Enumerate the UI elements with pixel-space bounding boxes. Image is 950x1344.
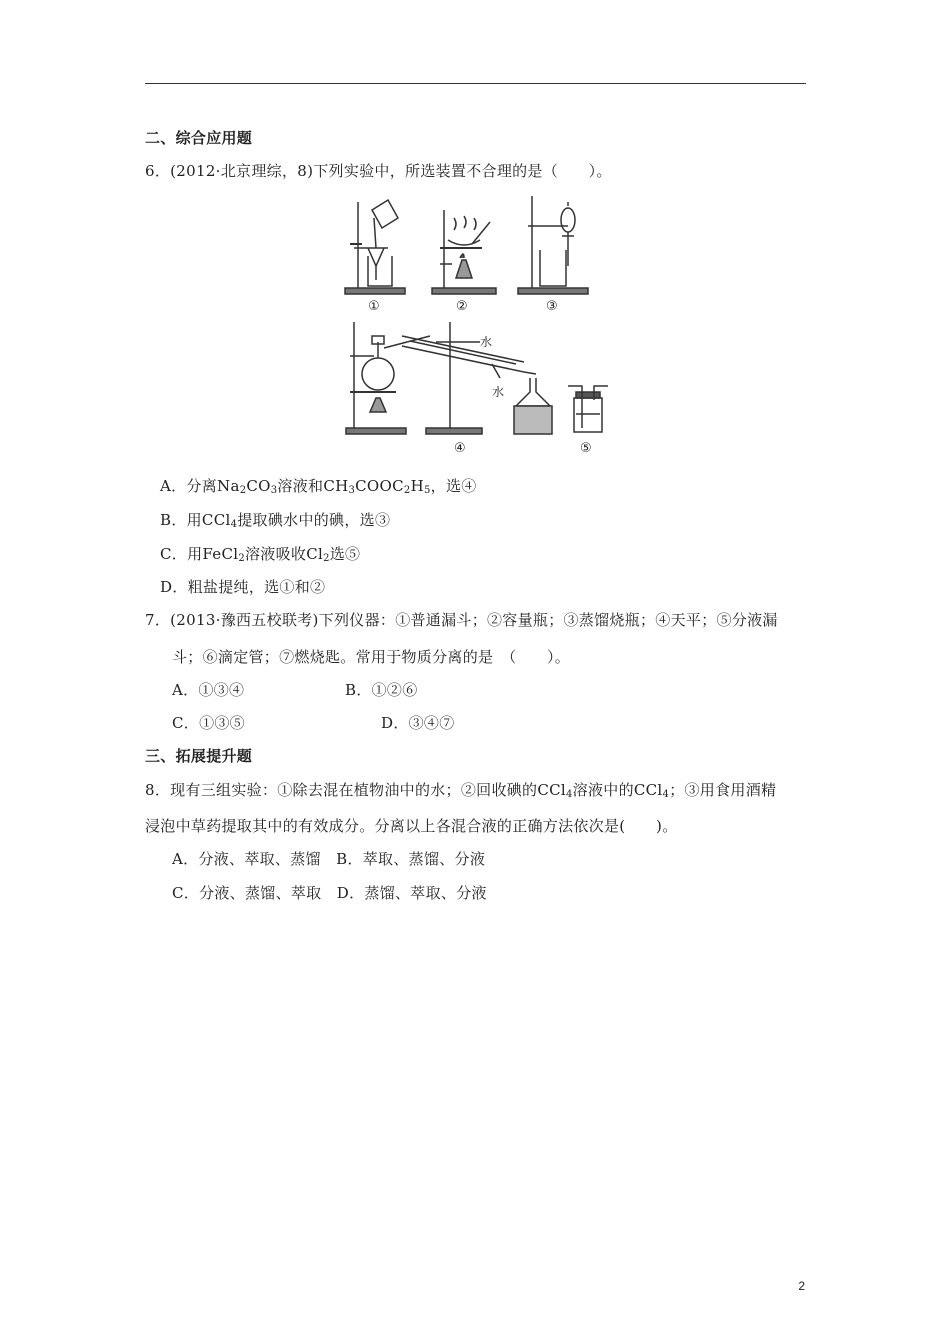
question-6-stem: 6．(2012·北京理综，8)下列实验中，所选装置不合理的是（ ）。	[145, 162, 612, 180]
figure-label-2: ②	[456, 299, 468, 314]
q8-options-ab: A．分液、萃取、蒸馏 B．萃取、蒸馏、分液	[172, 850, 486, 868]
figure-label-1: ①	[368, 299, 380, 314]
apparatus-4-distillation	[346, 322, 552, 434]
section-2-title: 二、综合应用题	[145, 129, 253, 147]
q6-option-a: A．分离$Na_2CO_3$溶液和$CH_3COOC_2H_5$，选④	[160, 477, 477, 496]
question-8-line-2: 浸泡中草药提取其中的有效成分。分离以上各混合液的正确方法依次是( )。	[145, 817, 678, 835]
apparatus-5-gas-bottle	[568, 386, 608, 432]
q6-option-d: D．粗盐提纯，选①和②	[160, 578, 326, 596]
figure-label-4: ④	[454, 441, 466, 456]
apparatus-figure	[340, 192, 630, 456]
figure-label-3: ③	[546, 299, 558, 314]
apparatus-3-separatory-funnel	[518, 196, 588, 294]
apparatus-2-evaporation	[432, 210, 496, 294]
q7-option-c: C．①③⑤	[172, 714, 245, 732]
question-7-line-2: 斗；⑥滴定管；⑦燃烧匙。常用于物质分离的是 （ ）。	[172, 648, 571, 666]
q7-option-a: A．①③④	[172, 681, 245, 699]
q7-option-d: D．③④⑦	[381, 714, 455, 732]
section-3-title: 三、拓展提升题	[145, 747, 253, 765]
question-7-line-1: 7．(2013·豫西五校联考)下列仪器：①普通漏斗；②容量瓶；③蒸馏烧瓶；④天平；⑤分液漏	[145, 611, 778, 629]
q6-option-c: C．用FeCl$_2$溶液吸收$Cl_2$选⑤	[160, 545, 361, 564]
water-in-label: 水	[480, 335, 493, 349]
figure-label-5: ⑤	[580, 441, 592, 456]
page-number: 2	[798, 1279, 805, 1293]
header-rule	[145, 83, 806, 84]
question-8-line-1: 8．现有三组实验：①除去混在植物油中的水；②回收碘的CCl$_4$溶液中的CCl$_4$；③用食用酒精	[145, 781, 777, 800]
q6-option-b: B．用CCl$_4$提取碘水中的碘，选③	[160, 511, 391, 530]
q7-option-b: B．①②⑥	[345, 681, 418, 699]
q8-options-cd: C．分液、蒸馏、萃取 D．蒸馏、萃取、分液	[172, 884, 487, 902]
water-out-label: 水	[492, 385, 505, 399]
apparatus-1-filtration	[345, 200, 405, 294]
